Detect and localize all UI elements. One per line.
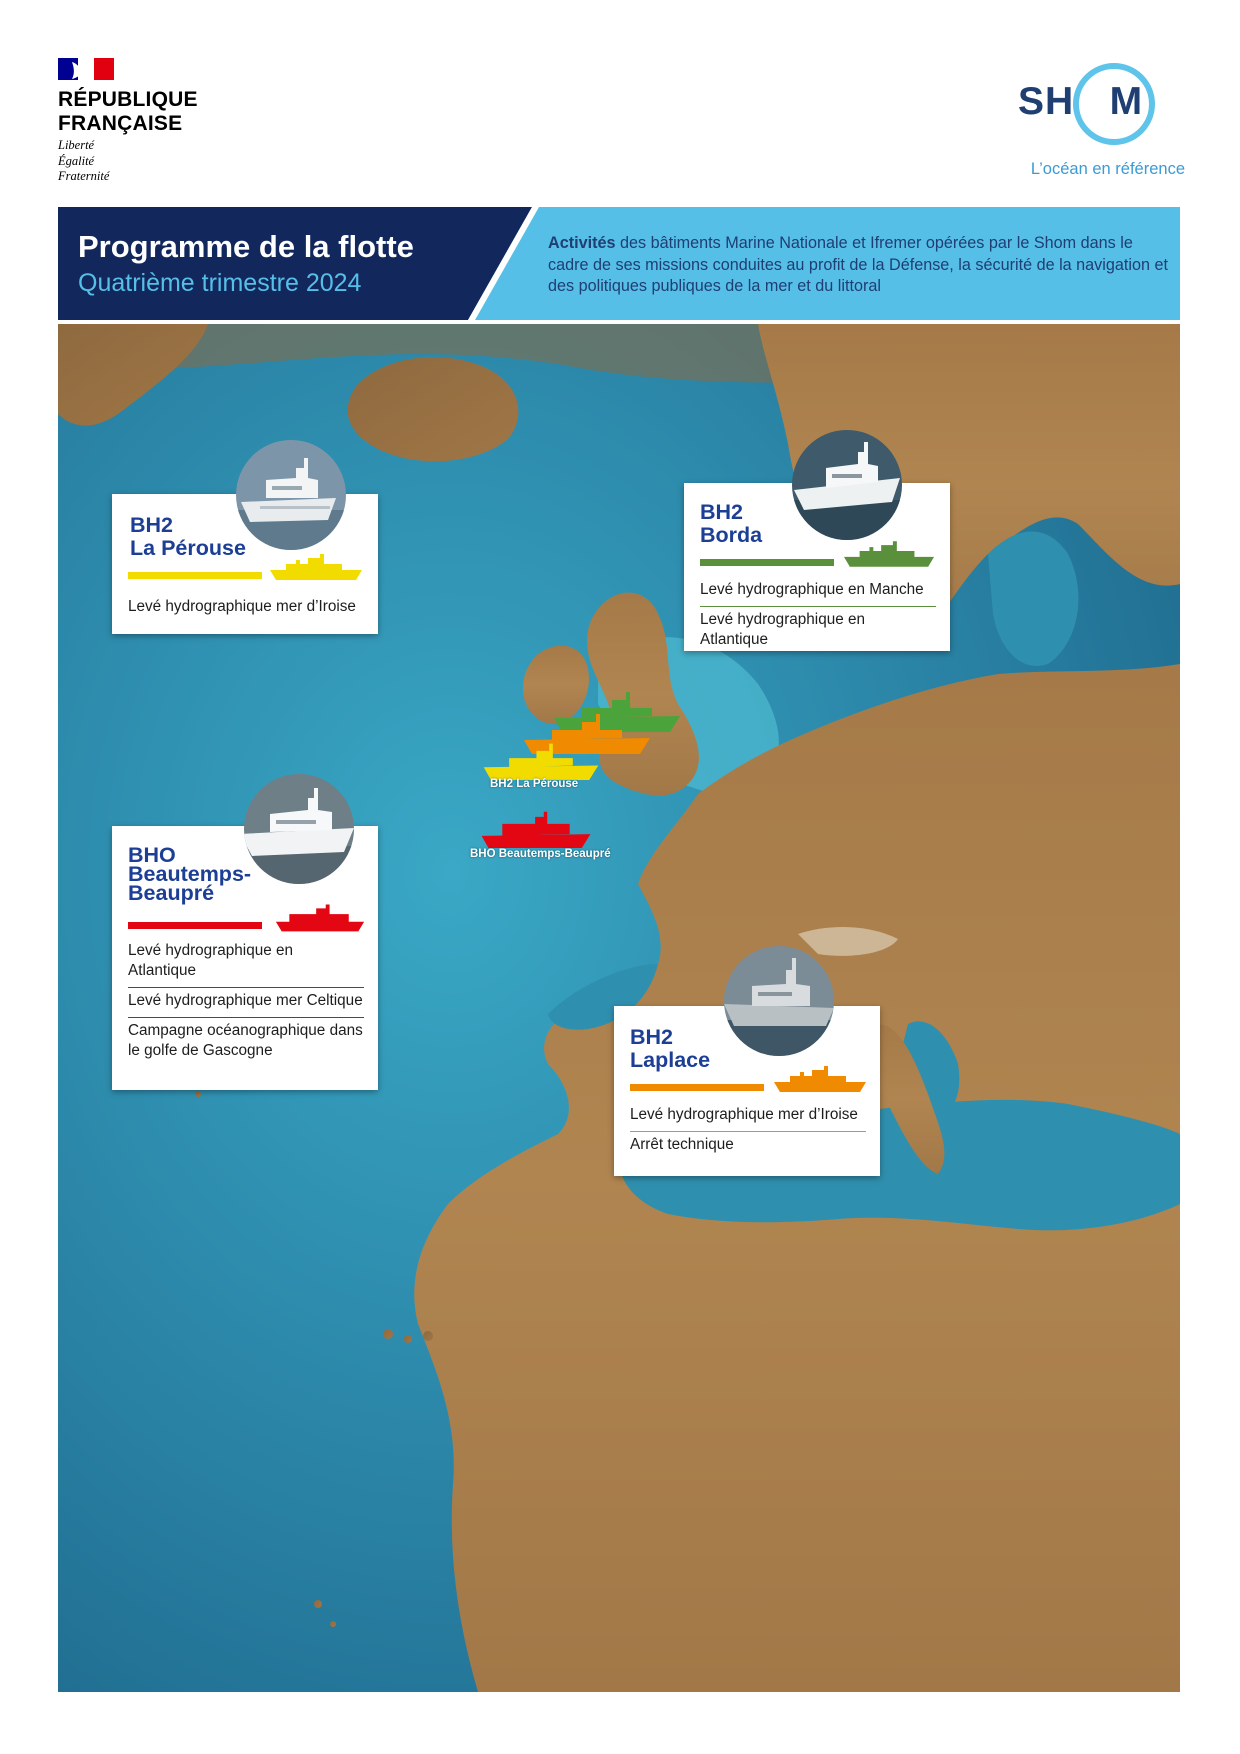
activity-item: Levé hydrographique mer Celtique bbox=[128, 987, 364, 1017]
ship-photo-laplace bbox=[724, 946, 834, 1056]
ship-photo-la-perouse bbox=[236, 440, 346, 550]
color-bar-laplace bbox=[630, 1084, 764, 1091]
activity-item: Levé hydrographique mer d’Iroise bbox=[128, 598, 356, 615]
color-bar-la-perouse bbox=[128, 572, 262, 579]
activity-item: Levé hydrographique mer d’Iroise bbox=[630, 1106, 858, 1123]
page-title: Programme de la flotte bbox=[78, 229, 414, 264]
rf-motto: Liberté Égalité Fraternité bbox=[58, 138, 110, 183]
activity-item: Arrêt technique bbox=[630, 1131, 866, 1161]
map-europe-africa bbox=[58, 324, 1180, 1692]
ship-photo-beautemps-beaupre bbox=[244, 774, 354, 884]
shom-wordmark: SH M bbox=[1018, 80, 1144, 123]
ship-silhouette-icon bbox=[268, 550, 364, 580]
ship-name-beautemps-beaupre: BHO Beautemps- Beaupré bbox=[128, 843, 252, 905]
map-label-la-perouse: BH2 La Pérouse bbox=[490, 778, 579, 790]
activity-list-beautemps-beaupre bbox=[128, 938, 364, 1067]
map-marker-la-perouse bbox=[466, 740, 616, 780]
activity-item: Levé hydrographique en Manche bbox=[700, 581, 924, 598]
activity-list-borda bbox=[700, 577, 936, 656]
republique-francaise-logo bbox=[58, 58, 218, 188]
ship-name-borda: BH2 Borda bbox=[700, 500, 763, 547]
activity-item: Levé hydrographique en Atlantique bbox=[128, 942, 293, 979]
ship-name-la-perouse: BH2 La Pérouse bbox=[130, 513, 246, 560]
rf-name: RÉPUBLIQUE FRANÇAISE bbox=[58, 88, 198, 135]
title-banner bbox=[58, 207, 1180, 320]
activity-list-laplace bbox=[630, 1102, 866, 1161]
ship-silhouette-icon bbox=[842, 537, 936, 567]
activity-item: Levé hydrographique en Atlantique bbox=[700, 606, 936, 656]
color-bar-borda bbox=[700, 559, 834, 566]
ship-photo-borda bbox=[792, 430, 902, 540]
banner-description: Activités des bâtiments Marine Nationale et Ifremer opérées par le Shom dans le cadre de ses missions conduites au profit de la Défense, la sécurité de la navigation et des politiques publiques de la mer et du littoral bbox=[548, 234, 1168, 295]
ship-silhouette-icon bbox=[274, 902, 366, 932]
marianne-flag-icon bbox=[58, 58, 114, 80]
ship-silhouette-icon bbox=[772, 1062, 868, 1092]
map-marker-beautemps-beaupre bbox=[466, 810, 606, 848]
color-bar-beautemps-beaupre bbox=[128, 922, 262, 929]
shom-tagline: L’océan en référence bbox=[1030, 160, 1185, 178]
activity-list-la-perouse bbox=[128, 594, 364, 623]
page-subtitle: Quatrième trimestre 2024 bbox=[78, 269, 362, 297]
shom-logo bbox=[1010, 56, 1185, 181]
activity-item: Campagne océanographique dans le golfe de Gascogne bbox=[128, 1017, 364, 1067]
map-label-beautemps-beaupre: BHO Beautemps-Beaupré bbox=[470, 848, 611, 860]
ship-name-laplace: BH2 Laplace bbox=[630, 1025, 711, 1072]
